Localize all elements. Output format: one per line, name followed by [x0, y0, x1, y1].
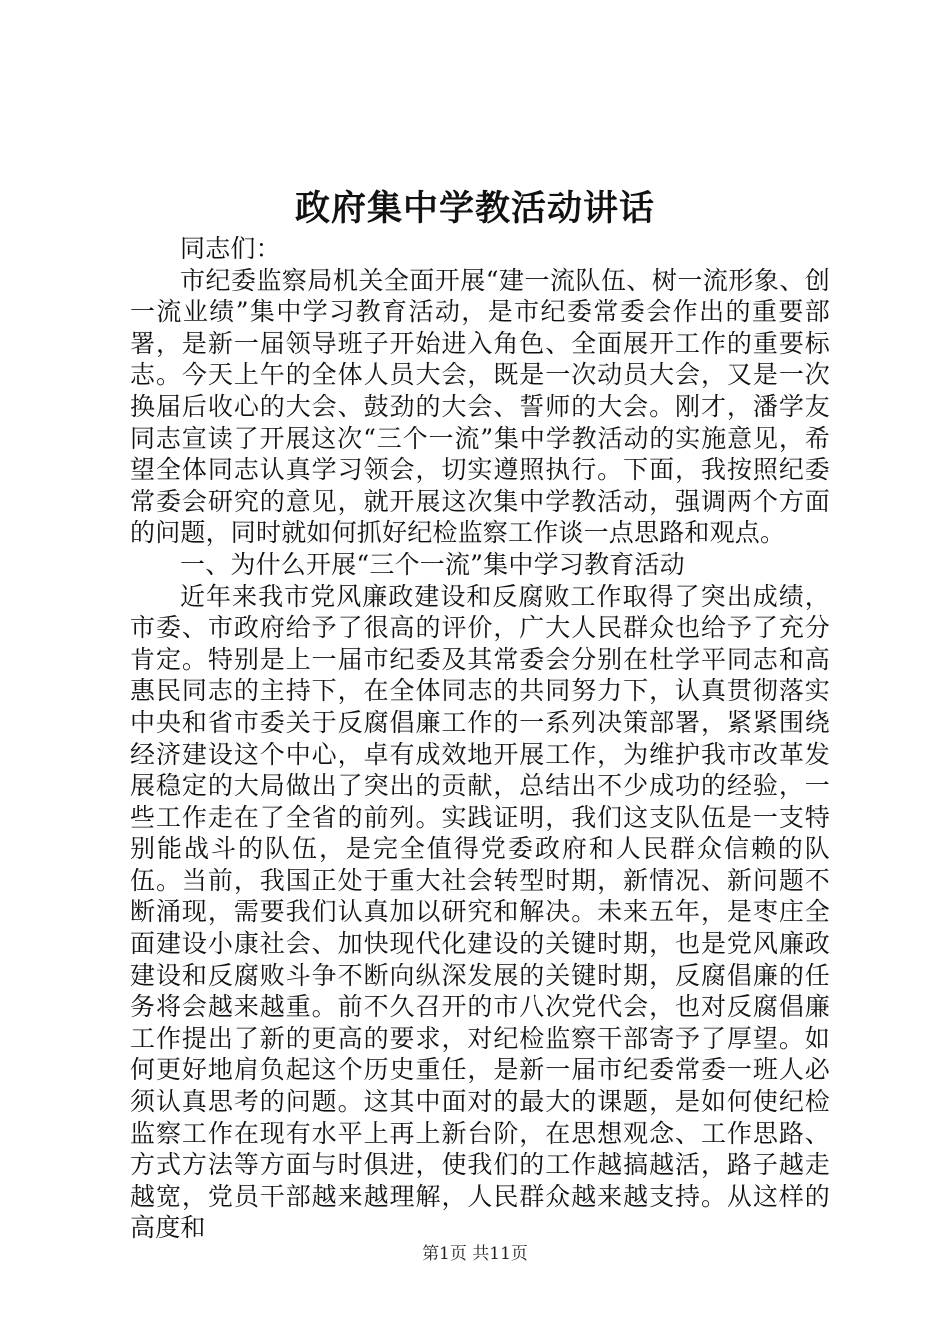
document-body: [130, 233, 830, 1244]
document-title: 政府集中学教活动讲话: [294, 188, 655, 229]
page-number: 第1页 共11页: [422, 1244, 528, 1264]
section-heading-1: 一、为什么开展“三个一流”集中学习教育活动: [180, 549, 685, 579]
paragraph-intro: 市纪委监察局机关全面开展“建一流队伍、树一流形象、创一流业绩”集中学习教育活动，是市纪委常委会作出的重要部署，是新一届领导班子开始进入角色、全面展开工作的重要标志。今天上午的全体人员大会，既是一次动员大会，又是一次换届后收心的大会、鼓劲的大会、誓师的大会。刚才，潘学友同志宣读了开展这次“三个一流”集中学教活动的实施意见，希望全体同志认真学习领会，切实遵照执行。下面，我按照纪委常委会研究的意见，就开展这次集中学教活动，强调两个方面的问题，同时就如何抓好纪检监察工作谈一点思路和观点。: [130, 265, 830, 548]
salutation: 同志们：: [180, 234, 281, 263]
paragraph-section-1: 近年来我市党风廉政建设和反腐败工作取得了突出成绩，市委、市政府给予了很高的评价，广大人民群众也给予了充分肯定。特别是上一届市纪委及其常委会分别在杜学平同志和高惠民同志的主持下，在全体同志的共同努力下，认真贯彻落实中央和省市委关于反腐倡廉工作的一系列决策部署，紧紧围绕经济建设这个中心，卓有成效地开展工作，为维护我市改革发展稳定的大局做出了突出的贡献，总结出不少成功的经验，一些工作走在了全省的前列。实践证明，我们这支队伍是一支特别能战斗的队伍，是完全值得党委政府和人民群众信赖的队伍。当前，我国正处于重大社会转型时期，新情况、新问题不断涌现，需要我们认真加以研究和解决。未来五年，是枣庄全面建设小康社会、加快现代化建设的关键时期，也是党风廉政建设和反腐败斗争不断向纵深发展的关键时期，反腐倡廉的任务将会越来越重。前不久召开的市八次党代会，也对反腐倡廉工作提出了新的更高的要求，对纪检监察干部寄予了厚望。如何更好地肩负起这个历史重任，是新一届市纪委常委一班人必须认真思考的问题。这其中面对的最大的课题，是如何使纪检监察工作在现有水平上再上新台阶，在思想观念、工作思路、方式方法等方面与时俱进，使我们的工作越搞越活，路子越走越宽，党员干部越来越理解，人民群众越来越支持。从这样的高度和: [130, 581, 830, 1243]
